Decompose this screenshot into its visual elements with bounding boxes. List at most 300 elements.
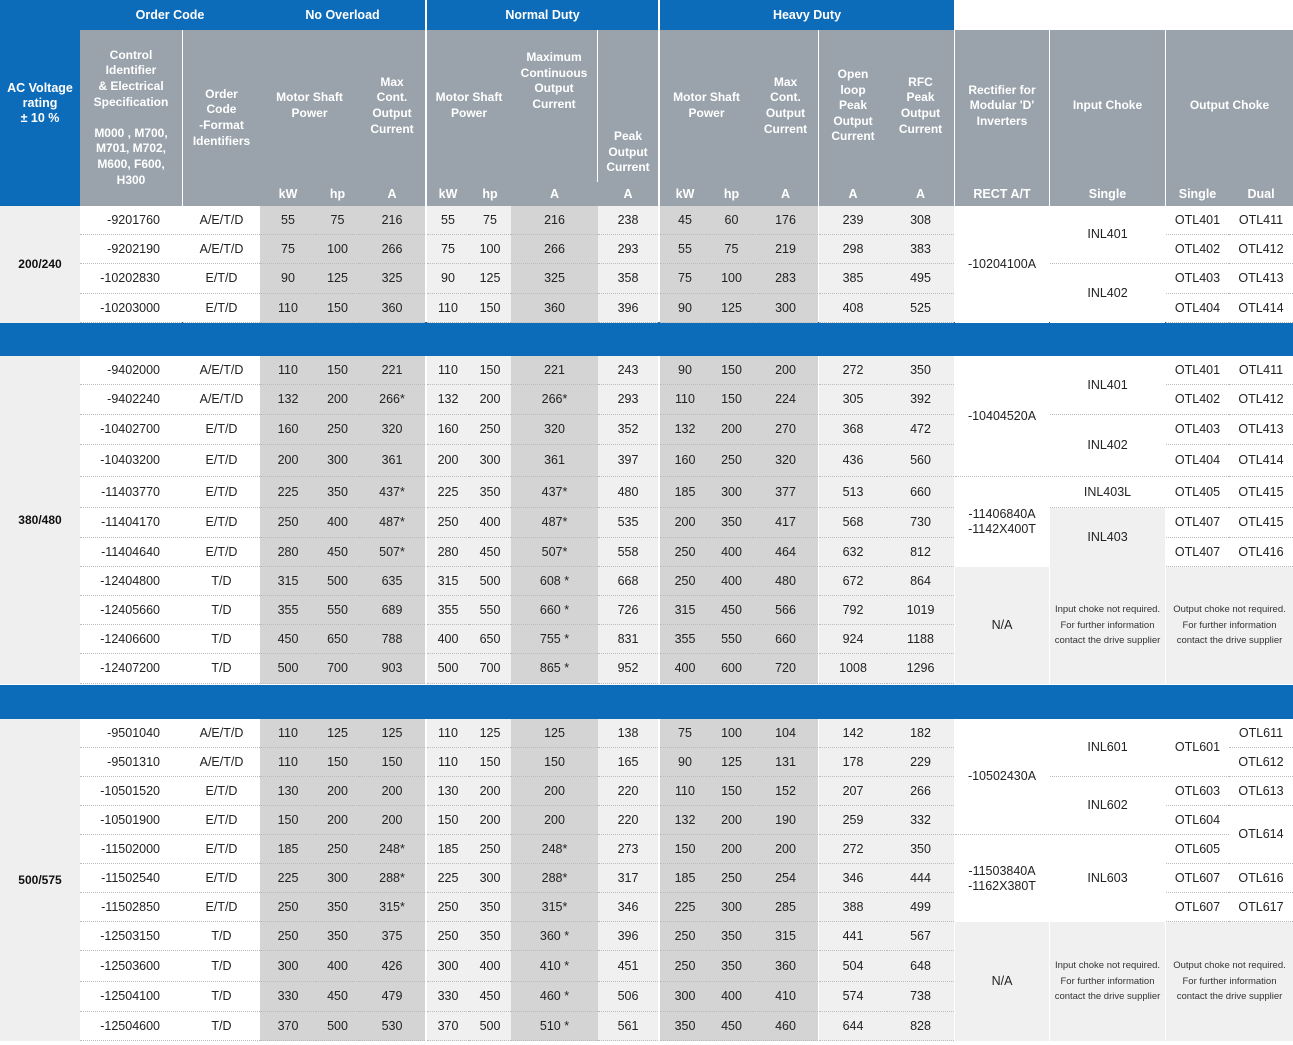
cell-format: E/T/D xyxy=(183,264,260,294)
cell-no-a: 903 xyxy=(359,654,425,684)
cell-nd-kw: 250 xyxy=(427,893,469,922)
unit-a: A xyxy=(819,182,887,206)
cell-nd-peak: 165 xyxy=(598,748,658,777)
cell-no-a: 507* xyxy=(359,538,425,567)
group-order-code: Order Code xyxy=(80,0,260,30)
cell-order-code: -10203000 xyxy=(80,294,182,323)
cell-output-single: OTL607 xyxy=(1166,864,1229,893)
cell-hd-a: 285 xyxy=(753,893,818,922)
cell-nd-hp: 75 xyxy=(469,206,511,235)
cell-format: E/T/D xyxy=(183,777,260,806)
cell-no-a: 248* xyxy=(359,835,425,864)
cell-no-hp: 200 xyxy=(316,385,359,415)
cell-nd-a: 216 xyxy=(511,206,598,235)
cell-nd-peak: 243 xyxy=(598,356,658,385)
cell-nd-peak: 506 xyxy=(598,982,658,1012)
input-choke-cell: INL403L xyxy=(1050,477,1165,508)
cell-rfc-peak: 229 xyxy=(887,748,954,777)
header-control-identifier: Control Identifier & Electrical Specification M000 , M700, M701, M702, M600, F600, H300 xyxy=(80,30,182,206)
cell-hd-kw: 90 xyxy=(660,748,710,777)
cell-no-a: 479 xyxy=(359,982,425,1012)
cell-hd-hp: 125 xyxy=(710,294,753,323)
cell-nd-a: 410 * xyxy=(511,951,598,982)
cell-nd-a: 360 * xyxy=(511,922,598,951)
cell-hd-a: 283 xyxy=(753,264,818,294)
voltage-rating: 500/575 xyxy=(0,719,80,1041)
cell-hd-kw: 110 xyxy=(660,777,710,806)
cell-rfc-peak: 864 xyxy=(887,567,954,596)
cell-nd-kw: 400 xyxy=(427,625,469,654)
cell-output-dual: OTL413 xyxy=(1229,264,1293,294)
cell-hd-hp: 400 xyxy=(710,538,753,567)
cell-nd-a: 248* xyxy=(511,835,598,864)
cell-nd-a: 510 * xyxy=(511,1012,598,1041)
cell-format: E/T/D xyxy=(183,294,260,323)
cell-hd-a: 660 xyxy=(753,625,818,654)
unit-a: A xyxy=(359,182,425,206)
section-separator xyxy=(0,322,1293,356)
unit-single: Single xyxy=(1166,182,1229,206)
cell-nd-peak: 273 xyxy=(598,835,658,864)
cell-format: E/T/D xyxy=(183,477,260,508)
cell-no-hp: 700 xyxy=(316,654,359,684)
cell-ol-peak: 644 xyxy=(819,1012,887,1041)
cell-nd-peak: 220 xyxy=(598,806,658,835)
input-choke-cell: INL401 xyxy=(1050,206,1165,264)
cell-output-dual: OTL413 xyxy=(1229,415,1293,445)
cell-no-a: 689 xyxy=(359,596,425,625)
cell-nd-hp: 650 xyxy=(469,625,511,654)
cell-nd-hp: 200 xyxy=(469,777,511,806)
cell-output-dual: OTL415 xyxy=(1229,477,1293,508)
cell-no-hp: 125 xyxy=(316,719,359,748)
cell-nd-a: 360 xyxy=(511,294,598,323)
cell-order-code: -12503150 xyxy=(80,922,182,951)
cell-hd-hp: 550 xyxy=(710,625,753,654)
cell-no-a: 266* xyxy=(359,385,425,415)
cell-no-a: 426 xyxy=(359,951,425,982)
cell-nd-hp: 150 xyxy=(469,356,511,385)
cell-no-hp: 75 xyxy=(316,206,359,235)
cell-rfc-peak: 560 xyxy=(887,445,954,477)
cell-no-kw: 110 xyxy=(260,356,316,385)
cell-hd-a: 320 xyxy=(753,445,818,477)
cell-ol-peak: 385 xyxy=(819,264,887,294)
cell-hd-a: 410 xyxy=(753,982,818,1012)
cell-no-kw: 250 xyxy=(260,893,316,922)
input-choke-note: Input choke not required. For further information contact the drive supplier xyxy=(1050,922,1165,1041)
cell-hd-kw: 315 xyxy=(660,596,710,625)
cell-no-a: 320 xyxy=(359,415,425,445)
cell-nd-a: 507* xyxy=(511,538,598,567)
cell-nd-peak: 396 xyxy=(598,294,658,323)
cell-nd-peak: 726 xyxy=(598,596,658,625)
cell-hd-hp: 300 xyxy=(710,477,753,508)
cell-no-kw: 132 xyxy=(260,385,316,415)
rectifier-cell: N/A xyxy=(955,567,1049,684)
cell-format: A/E/T/D xyxy=(183,719,260,748)
rectifier-cell: -10404520A xyxy=(955,356,1049,477)
cell-no-hp: 450 xyxy=(316,982,359,1012)
cell-output-dual: OTL614 xyxy=(1229,806,1293,864)
cell-format: E/T/D xyxy=(183,806,260,835)
cell-hd-hp: 450 xyxy=(710,596,753,625)
cell-nd-kw: 75 xyxy=(427,235,469,264)
cell-format: E/T/D xyxy=(183,893,260,922)
cell-no-a: 288* xyxy=(359,864,425,893)
cell-hd-a: 190 xyxy=(753,806,818,835)
cell-rfc-peak: 472 xyxy=(887,415,954,445)
cell-output-single: OTL603 xyxy=(1166,777,1229,806)
unit-a: A xyxy=(887,182,954,206)
cell-format: T/D xyxy=(183,1012,260,1041)
input-choke-note: Input choke not required. For further information contact the drive supplier xyxy=(1050,567,1165,684)
cell-output-single: OTL403 xyxy=(1166,415,1229,445)
cell-order-code: -10403200 xyxy=(80,445,182,477)
cell-no-hp: 350 xyxy=(316,477,359,508)
cell-nd-kw: 200 xyxy=(427,445,469,477)
cell-ol-peak: 408 xyxy=(819,294,887,323)
cell-nd-hp: 150 xyxy=(469,294,511,323)
cell-hd-a: 224 xyxy=(753,385,818,415)
cell-hd-kw: 90 xyxy=(660,356,710,385)
cell-hd-kw: 75 xyxy=(660,719,710,748)
cell-nd-hp: 500 xyxy=(469,567,511,596)
cell-hd-a: 254 xyxy=(753,864,818,893)
cell-ol-peak: 298 xyxy=(819,235,887,264)
cell-no-a: 125 xyxy=(359,719,425,748)
cell-hd-kw: 250 xyxy=(660,567,710,596)
cell-no-hp: 250 xyxy=(316,835,359,864)
cell-ol-peak: 568 xyxy=(819,508,887,538)
cell-hd-kw: 160 xyxy=(660,445,710,477)
cell-nd-a: 200 xyxy=(511,777,598,806)
cell-hd-hp: 400 xyxy=(710,982,753,1012)
cell-no-hp: 250 xyxy=(316,415,359,445)
cell-hd-hp: 100 xyxy=(710,264,753,294)
unit-rect: RECT A/T xyxy=(955,182,1049,206)
cell-order-code: -12407200 xyxy=(80,654,182,684)
cell-format: E/T/D xyxy=(183,538,260,567)
cell-nd-hp: 100 xyxy=(469,235,511,264)
cell-nd-a: 150 xyxy=(511,748,598,777)
cell-no-a: 200 xyxy=(359,777,425,806)
cell-no-kw: 355 xyxy=(260,596,316,625)
cell-hd-a: 464 xyxy=(753,538,818,567)
cell-hd-kw: 400 xyxy=(660,654,710,684)
cell-no-hp: 500 xyxy=(316,567,359,596)
cell-format: A/E/T/D xyxy=(183,206,260,235)
voltage-rating: 200/240 xyxy=(0,206,80,323)
cell-rfc-peak: 495 xyxy=(887,264,954,294)
cell-nd-peak: 220 xyxy=(598,777,658,806)
cell-no-hp: 650 xyxy=(316,625,359,654)
cell-output-dual: OTL611 xyxy=(1229,719,1293,748)
cell-hd-hp: 150 xyxy=(710,777,753,806)
cell-output-single: OTL407 xyxy=(1166,508,1229,538)
cell-ol-peak: 368 xyxy=(819,415,887,445)
unit-kw: kW xyxy=(260,182,316,206)
cell-nd-kw: 330 xyxy=(427,982,469,1012)
unit-dual: Dual xyxy=(1229,182,1293,206)
cell-nd-a: 325 xyxy=(511,264,598,294)
cell-no-kw: 110 xyxy=(260,748,316,777)
cell-hd-hp: 250 xyxy=(710,864,753,893)
cell-output-single: OTL403 xyxy=(1166,264,1229,294)
unit-hp: hp xyxy=(469,182,511,206)
cell-nd-peak: 397 xyxy=(598,445,658,477)
cell-hd-hp: 200 xyxy=(710,835,753,864)
cell-hd-a: 152 xyxy=(753,777,818,806)
cell-no-kw: 90 xyxy=(260,264,316,294)
cell-format: A/E/T/D xyxy=(183,385,260,415)
cell-no-hp: 400 xyxy=(316,951,359,982)
cell-no-hp: 125 xyxy=(316,264,359,294)
cell-format: T/D xyxy=(183,951,260,982)
cell-hd-a: 480 xyxy=(753,567,818,596)
output-choke-note: Output choke not required. For further information contact the drive supplier xyxy=(1166,922,1293,1041)
header-order-format: Order Code -Format Identifiers xyxy=(183,30,260,206)
cell-no-hp: 400 xyxy=(316,508,359,538)
cell-output-single: OTL402 xyxy=(1166,385,1229,415)
cell-ol-peak: 574 xyxy=(819,982,887,1012)
cell-output-single: OTL404 xyxy=(1166,445,1229,477)
cell-nd-kw: 160 xyxy=(427,415,469,445)
cell-output-single: OTL605 xyxy=(1166,835,1229,864)
rectifier-cell: -10204100A xyxy=(955,206,1049,323)
cell-nd-a: 608 * xyxy=(511,567,598,596)
input-choke-cell: INL601 xyxy=(1050,719,1165,777)
cell-format: E/T/D xyxy=(183,508,260,538)
cell-ol-peak: 142 xyxy=(819,719,887,748)
cell-rfc-peak: 1296 xyxy=(887,654,954,684)
cell-hd-a: 360 xyxy=(753,951,818,982)
cell-no-kw: 55 xyxy=(260,206,316,235)
cell-ol-peak: 207 xyxy=(819,777,887,806)
unit-kw: kW xyxy=(660,182,710,206)
cell-nd-peak: 535 xyxy=(598,508,658,538)
cell-rfc-peak: 730 xyxy=(887,508,954,538)
cell-nd-a: 660 * xyxy=(511,596,598,625)
cell-format: T/D xyxy=(183,982,260,1012)
group-no-overload: No Overload xyxy=(260,0,425,30)
cell-nd-a: 437* xyxy=(511,477,598,508)
cell-output-single: OTL401 xyxy=(1166,206,1229,235)
cell-order-code: -12503600 xyxy=(80,951,182,982)
cell-no-hp: 350 xyxy=(316,922,359,951)
cell-hd-a: 300 xyxy=(753,294,818,323)
cell-ol-peak: 441 xyxy=(819,922,887,951)
cell-format: T/D xyxy=(183,922,260,951)
cell-hd-kw: 55 xyxy=(660,235,710,264)
cell-order-code: -9501310 xyxy=(80,748,182,777)
cell-format: E/T/D xyxy=(183,864,260,893)
cell-nd-hp: 550 xyxy=(469,596,511,625)
header-rfc-peak: RFC Peak Output Current xyxy=(887,30,954,182)
cell-no-kw: 110 xyxy=(260,294,316,323)
cell-hd-kw: 185 xyxy=(660,477,710,508)
cell-nd-peak: 293 xyxy=(598,235,658,264)
cell-output-single: OTL402 xyxy=(1166,235,1229,264)
cell-hd-hp: 300 xyxy=(710,893,753,922)
cell-no-a: 487* xyxy=(359,508,425,538)
cell-rfc-peak: 828 xyxy=(887,1012,954,1041)
cell-hd-kw: 132 xyxy=(660,806,710,835)
cell-nd-hp: 150 xyxy=(469,748,511,777)
cell-nd-kw: 315 xyxy=(427,567,469,596)
cell-rfc-peak: 1019 xyxy=(887,596,954,625)
cell-no-kw: 500 xyxy=(260,654,316,684)
cell-rfc-peak: 525 xyxy=(887,294,954,323)
cell-nd-peak: 293 xyxy=(598,385,658,415)
cell-hd-a: 104 xyxy=(753,719,818,748)
cell-ol-peak: 792 xyxy=(819,596,887,625)
cell-output-dual: OTL613 xyxy=(1229,777,1293,806)
cell-order-code: -12504600 xyxy=(80,1012,182,1041)
cell-rfc-peak: 266 xyxy=(887,777,954,806)
cell-no-kw: 280 xyxy=(260,538,316,567)
cell-format: A/E/T/D xyxy=(183,356,260,385)
cell-nd-kw: 250 xyxy=(427,922,469,951)
cell-output-single: OTL407 xyxy=(1166,538,1229,567)
cell-order-code: -11502000 xyxy=(80,835,182,864)
cell-order-code: -12405660 xyxy=(80,596,182,625)
cell-ol-peak: 1008 xyxy=(819,654,887,684)
cell-nd-hp: 450 xyxy=(469,538,511,567)
cell-hd-a: 200 xyxy=(753,835,818,864)
cell-hd-hp: 350 xyxy=(710,951,753,982)
cell-no-a: 375 xyxy=(359,922,425,951)
cell-hd-kw: 75 xyxy=(660,264,710,294)
cell-no-hp: 350 xyxy=(316,893,359,922)
cell-nd-kw: 500 xyxy=(427,654,469,684)
cell-hd-a: 720 xyxy=(753,654,818,684)
cell-no-kw: 250 xyxy=(260,922,316,951)
cell-nd-peak: 668 xyxy=(598,567,658,596)
cell-nd-kw: 130 xyxy=(427,777,469,806)
header-input-choke: Input Choke xyxy=(1050,30,1165,182)
cell-no-kw: 75 xyxy=(260,235,316,264)
cell-hd-kw: 132 xyxy=(660,415,710,445)
voltage-rating: 380/480 xyxy=(0,356,80,684)
cell-output-dual: OTL415 xyxy=(1229,508,1293,538)
cell-no-kw: 370 xyxy=(260,1012,316,1041)
cell-no-kw: 160 xyxy=(260,415,316,445)
cell-rfc-peak: 350 xyxy=(887,835,954,864)
cell-nd-kw: 250 xyxy=(427,508,469,538)
cell-no-kw: 185 xyxy=(260,835,316,864)
cell-nd-a: 266* xyxy=(511,385,598,415)
cell-nd-a: 361 xyxy=(511,445,598,477)
cell-hd-hp: 100 xyxy=(710,719,753,748)
cell-no-kw: 225 xyxy=(260,477,316,508)
group-heavy-duty: Heavy Duty xyxy=(660,0,954,30)
cell-nd-kw: 110 xyxy=(427,356,469,385)
cell-hd-kw: 110 xyxy=(660,385,710,415)
cell-nd-a: 320 xyxy=(511,415,598,445)
unit-hp: hp xyxy=(710,182,753,206)
cell-no-a: 437* xyxy=(359,477,425,508)
cell-nd-kw: 55 xyxy=(427,206,469,235)
cell-ol-peak: 672 xyxy=(819,567,887,596)
cell-no-hp: 300 xyxy=(316,445,359,477)
cell-hd-kw: 185 xyxy=(660,864,710,893)
cell-rfc-peak: 499 xyxy=(887,893,954,922)
cell-nd-a: 200 xyxy=(511,806,598,835)
cell-hd-hp: 150 xyxy=(710,385,753,415)
cell-ol-peak: 305 xyxy=(819,385,887,415)
cell-format: T/D xyxy=(183,596,260,625)
cell-nd-hp: 700 xyxy=(469,654,511,684)
cell-hd-kw: 150 xyxy=(660,835,710,864)
cell-no-hp: 150 xyxy=(316,356,359,385)
cell-nd-a: 125 xyxy=(511,719,598,748)
cell-order-code: -9402240 xyxy=(80,385,182,415)
cell-no-hp: 300 xyxy=(316,864,359,893)
cell-nd-peak: 396 xyxy=(598,922,658,951)
cell-hd-kw: 300 xyxy=(660,982,710,1012)
cell-hd-hp: 200 xyxy=(710,806,753,835)
cell-hd-hp: 350 xyxy=(710,508,753,538)
cell-format: T/D xyxy=(183,567,260,596)
cell-nd-kw: 185 xyxy=(427,835,469,864)
cell-hd-kw: 225 xyxy=(660,893,710,922)
cell-hd-hp: 400 xyxy=(710,567,753,596)
cell-no-a: 266 xyxy=(359,235,425,264)
cell-hd-hp: 250 xyxy=(710,445,753,477)
cell-ol-peak: 272 xyxy=(819,356,887,385)
cell-rfc-peak: 1188 xyxy=(887,625,954,654)
cell-nd-hp: 350 xyxy=(469,922,511,951)
cell-nd-a: 221 xyxy=(511,356,598,385)
cell-output-dual: OTL612 xyxy=(1229,748,1293,777)
cell-format: T/D xyxy=(183,654,260,684)
cell-nd-kw: 225 xyxy=(427,477,469,508)
cell-nd-peak: 831 xyxy=(598,625,658,654)
cell-nd-hp: 450 xyxy=(469,982,511,1012)
header-ac-voltage: AC Voltage rating ± 10 % xyxy=(0,0,80,206)
cell-nd-peak: 561 xyxy=(598,1012,658,1041)
cell-rfc-peak: 648 xyxy=(887,951,954,982)
cell-no-hp: 450 xyxy=(316,538,359,567)
cell-ol-peak: 924 xyxy=(819,625,887,654)
header-no-overload-current: Max Cont. Output Current xyxy=(359,30,425,182)
unit-single: Single xyxy=(1050,182,1165,206)
cell-nd-a: 487* xyxy=(511,508,598,538)
cell-hd-hp: 125 xyxy=(710,748,753,777)
cell-hd-kw: 250 xyxy=(660,951,710,982)
cell-no-hp: 150 xyxy=(316,748,359,777)
cell-rfc-peak: 812 xyxy=(887,538,954,567)
unit-hp: hp xyxy=(316,182,359,206)
header-output-choke: Output Choke xyxy=(1166,30,1293,182)
cell-no-kw: 150 xyxy=(260,806,316,835)
rectifier-cell: N/A xyxy=(955,922,1049,1041)
cell-ol-peak: 632 xyxy=(819,538,887,567)
cell-hd-hp: 600 xyxy=(710,654,753,684)
cell-format: E/T/D xyxy=(183,835,260,864)
cell-no-kw: 110 xyxy=(260,719,316,748)
cell-nd-kw: 110 xyxy=(427,719,469,748)
cell-format: E/T/D xyxy=(183,415,260,445)
rectifier-cell: -11406840A -1142X400T xyxy=(955,477,1049,567)
cell-hd-hp: 200 xyxy=(710,415,753,445)
cell-format: E/T/D xyxy=(183,445,260,477)
cell-output-single: OTL401 xyxy=(1166,356,1229,385)
cell-rfc-peak: 392 xyxy=(887,385,954,415)
cell-nd-a: 288* xyxy=(511,864,598,893)
cell-nd-hp: 125 xyxy=(469,719,511,748)
